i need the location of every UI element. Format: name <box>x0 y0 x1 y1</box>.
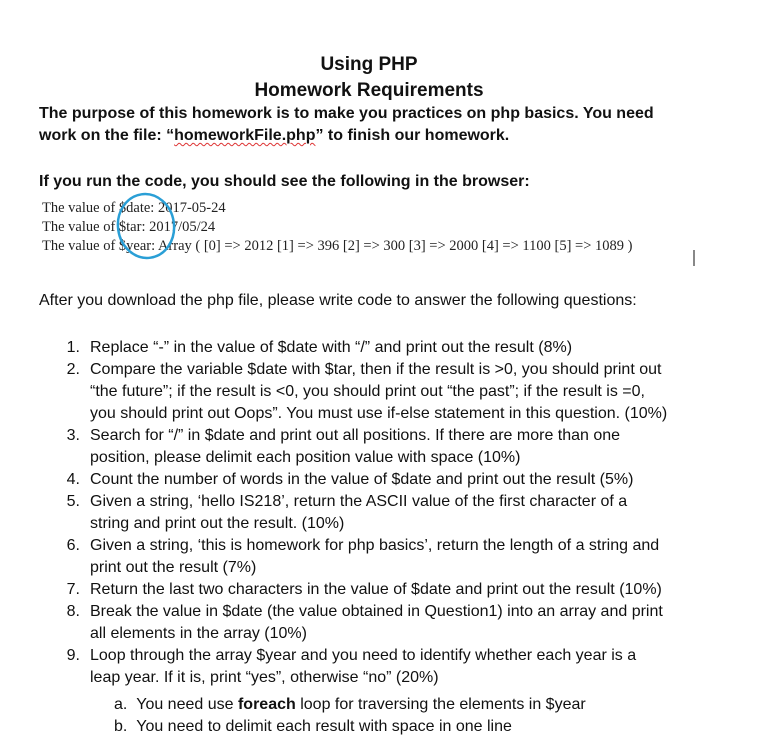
question-line: Return the last two characters in the value of $date and print out the result (10%) <box>90 581 662 598</box>
subitem-b: b. You need to delimit each result with space in one line <box>114 718 512 735</box>
question-line: Loop through the array $year and you need to identify whether each year is a <box>90 647 637 664</box>
question-line: position, please delimit each position value with space (10%) <box>90 449 521 466</box>
question-number: 1. <box>66 339 80 356</box>
question-number: 5. <box>66 493 80 510</box>
question-item <box>58 491 758 535</box>
question-number: 9. <box>66 647 80 664</box>
download-note: After you download the php file, please write code to answer the following questions: <box>39 292 637 309</box>
question-line: string and print out the result. (10%) <box>90 515 345 532</box>
question-line: you should print out Oops”. You must use if-else statement in this question. (10%) <box>90 405 668 422</box>
question-line: “the future”; if the result is <0, you should print out “the past”; if the result is =0, <box>90 383 645 400</box>
question-item <box>58 337 758 359</box>
intro-line1: The purpose of this homework is to make you practices on php basics. You need <box>39 105 654 122</box>
output-line-year: The value of $year: Array ( [0] => 2012 [1] => 396 [2] => 300 [3] => 2000 [4] => 1100 [5] => 1089 ) <box>42 238 633 254</box>
question-line: all elements in the array (10%) <box>90 625 307 642</box>
page-title-line2: Homework Requirements <box>254 80 484 101</box>
question-line: Break the value in $date (the value obtained in Question1) into an array and print <box>90 603 663 620</box>
question-line: print out the result (7%) <box>90 559 257 576</box>
annotation-circle <box>114 190 178 261</box>
page-title-line1: Using PHP <box>320 54 418 75</box>
question-number: 8. <box>66 603 80 620</box>
output-line-date: The value of $date: 2017-05-24 <box>42 200 226 216</box>
question-number: 2. <box>66 361 80 378</box>
subitem-a: a. You need use foreach loop for traversing the elements in $year <box>114 696 586 713</box>
question-number: 3. <box>66 427 80 444</box>
question-line: Replace “-” in the value of $date with “/” and print out the result (8%) <box>90 339 573 356</box>
question-item <box>58 425 758 469</box>
question-item <box>58 535 758 579</box>
question-line: Search for “/” in $date and print out all positions. If there are more than one <box>90 427 621 444</box>
question-item <box>58 645 758 689</box>
question-item <box>58 601 758 645</box>
question-item <box>58 469 758 491</box>
run-note: If you run the code, you should see the following in the browser: <box>39 173 530 190</box>
question-line: Given a string, ‘hello IS218’, return the ASCII value of the first character of a <box>90 493 628 510</box>
question-line: Compare the variable $date with $tar, then if the result is >0, you should print out <box>90 361 662 378</box>
question-line: Count the number of words in the value of $date and print out the result (5%) <box>90 471 634 488</box>
question-line: Given a string, ‘this is homework for php basics’, return the length of a string and <box>90 537 660 554</box>
question-list <box>58 337 758 689</box>
question-line: leap year. If it is, print “yes”, otherwise “no” (20%) <box>90 669 439 686</box>
intro-line2: work on the file: “homeworkFile.php” to finish our homework. <box>39 127 510 144</box>
question-item <box>58 579 758 601</box>
question-number: 6. <box>66 537 80 554</box>
output-line-tar: The value of $tar: 2017/05/24 <box>42 219 216 235</box>
question-item <box>58 359 758 425</box>
question-number: 7. <box>66 581 80 598</box>
question-number: 4. <box>66 471 80 488</box>
file-name: homeworkFile.php <box>174 127 316 144</box>
